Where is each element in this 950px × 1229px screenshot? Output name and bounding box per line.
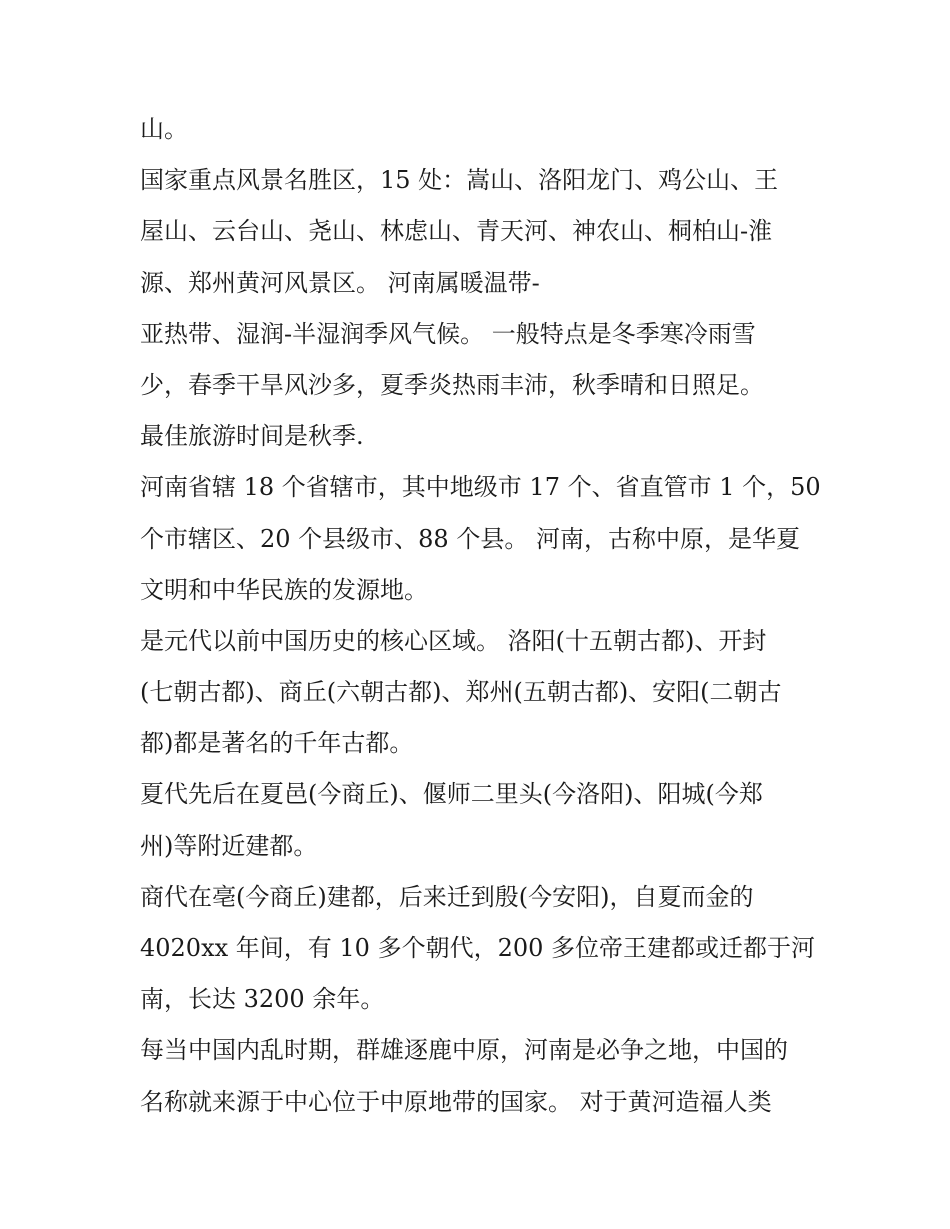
- text-line: 文明和中华民族的发源地。: [140, 575, 428, 604]
- text-line: 名称就来源于中心位于中原地带的国家。 对于黄河造福人类: [140, 1087, 772, 1116]
- text-line: 商代在亳(今商丘)建都，后来迁到殷(今安阳)，自夏而金的: [140, 882, 754, 911]
- text-line: 河南省辖 18 个省辖市，其中地级市 17 个、省直管市 1 个，50: [140, 473, 821, 502]
- text-line: 屋山、云台山、尧山、林虑山、青天河、神农山、桐柏山-淮: [140, 217, 773, 246]
- text-line: 夏代先后在夏邑(今商丘)、偃师二里头(今洛阳)、阳城(今郑: [140, 780, 763, 809]
- text-line: 每当中国内乱时期，群雄逐鹿中原，河南是必争之地，中国的: [140, 1036, 788, 1065]
- text-line: (七朝古都)、商丘(六朝古都)、郑州(五朝古都)、安阳(二朝古: [140, 678, 782, 707]
- text-line: 是元代以前中国历史的核心区域。 洛阳(十五朝古都)、开封: [140, 626, 767, 655]
- text-line: 4020xx 年间，有 10 多个朝代，200 多位帝王建都或迁都于河: [140, 934, 816, 962]
- text-line: 山。: [140, 115, 188, 143]
- text-line: 源、郑州黄河风景区。 河南属暖温带-: [140, 268, 540, 297]
- text-line: 亚热带、湿润-半湿润季风气候。 一般特点是冬季寒冷雨雪: [140, 319, 756, 348]
- text-line: 个市辖区、20 个县级市、88 个县。 河南，古称中原，是华夏: [140, 524, 800, 553]
- text-line: 最佳旅游时间是秋季.: [140, 422, 364, 451]
- text-line: 都)都是著名的千年古都。: [140, 729, 414, 758]
- text-line: 州)等附近建都。: [140, 831, 318, 860]
- text-line: 少，春季干旱风沙多，夏季炎热雨丰沛，秋季晴和日照足。: [140, 370, 764, 399]
- body-text: [140, 104, 830, 1128]
- text-line: 国家重点风景名胜区，15 处：嵩山、洛阳龙门、鸡公山、王: [140, 166, 779, 195]
- text-line: 南，长达 3200 余年。: [140, 985, 385, 1014]
